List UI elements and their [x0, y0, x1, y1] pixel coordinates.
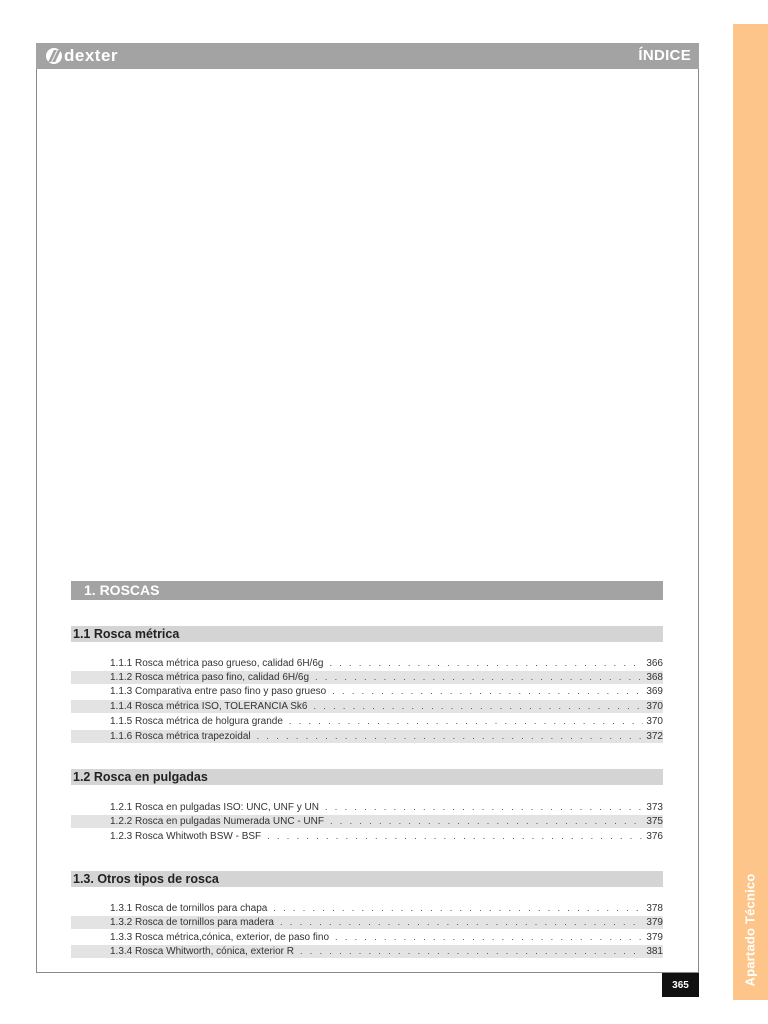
toc-entry[interactable]: 1.1.3 Comparativa entre paso fino y paso grueso . . . 369	[71, 685, 663, 698]
dexter-logo-icon	[46, 48, 62, 64]
toc-entry[interactable]: 1.3.4 Rosca Whitworth, cónica, exterior R . . . 381	[71, 945, 663, 958]
toc-entry[interactable]: 1.1.2 Rosca métrica paso fino, calidad 6H/6g . . . 368	[71, 671, 663, 684]
side-tab	[733, 24, 768, 1000]
page-title: ÍNDICE	[638, 47, 691, 64]
toc-entry[interactable]: 1.2.3 Rosca Whitwoth BSW - BSF . . . 376	[71, 830, 663, 843]
brand-name: dexter	[64, 46, 119, 65]
toc-entry[interactable]: 1.1.1 Rosca métrica paso grueso, calidad 6H/6g . . . 366	[71, 657, 663, 670]
toc-entry[interactable]: 1.1.4 Rosca métrica ISO, TOLERANCIA Sk6 . . . 370	[71, 700, 663, 713]
page-number: 365	[662, 973, 699, 997]
toc-entry[interactable]: 1.1.6 Rosca métrica trapezoidal . . . 372	[71, 730, 663, 743]
brand-logo	[46, 46, 118, 66]
toc-entry[interactable]: 1.1.5 Rosca métrica de holgura grande . . . 370	[71, 715, 663, 728]
subsection-heading: 1.3. Otros tipos de rosca	[71, 871, 663, 887]
subsection-heading: 1.1 Rosca métrica	[71, 626, 663, 642]
section-heading: 1. ROSCAS	[71, 581, 663, 600]
side-tab-label: Apartado Técnico	[742, 873, 758, 987]
toc-entry[interactable]: 1.3.1 Rosca de tornillos para chapa . . . 378	[71, 902, 663, 915]
page-header	[36, 43, 699, 69]
subsection-heading: 1.2 Rosca en pulgadas	[71, 769, 663, 785]
toc-entry[interactable]: 1.2.1 Rosca en pulgadas ISO: UNC, UNF y UN . . . 373	[71, 801, 663, 814]
toc-entry[interactable]: 1.2.2 Rosca en pulgadas Numerada UNC - UNF . . . 375	[71, 815, 663, 828]
toc-entry[interactable]: 1.3.2 Rosca de tornillos para madera . . . 379	[71, 916, 663, 929]
toc-entry[interactable]: 1.3.3 Rosca métrica,cónica, exterior, de paso fino . . . 379	[71, 931, 663, 944]
